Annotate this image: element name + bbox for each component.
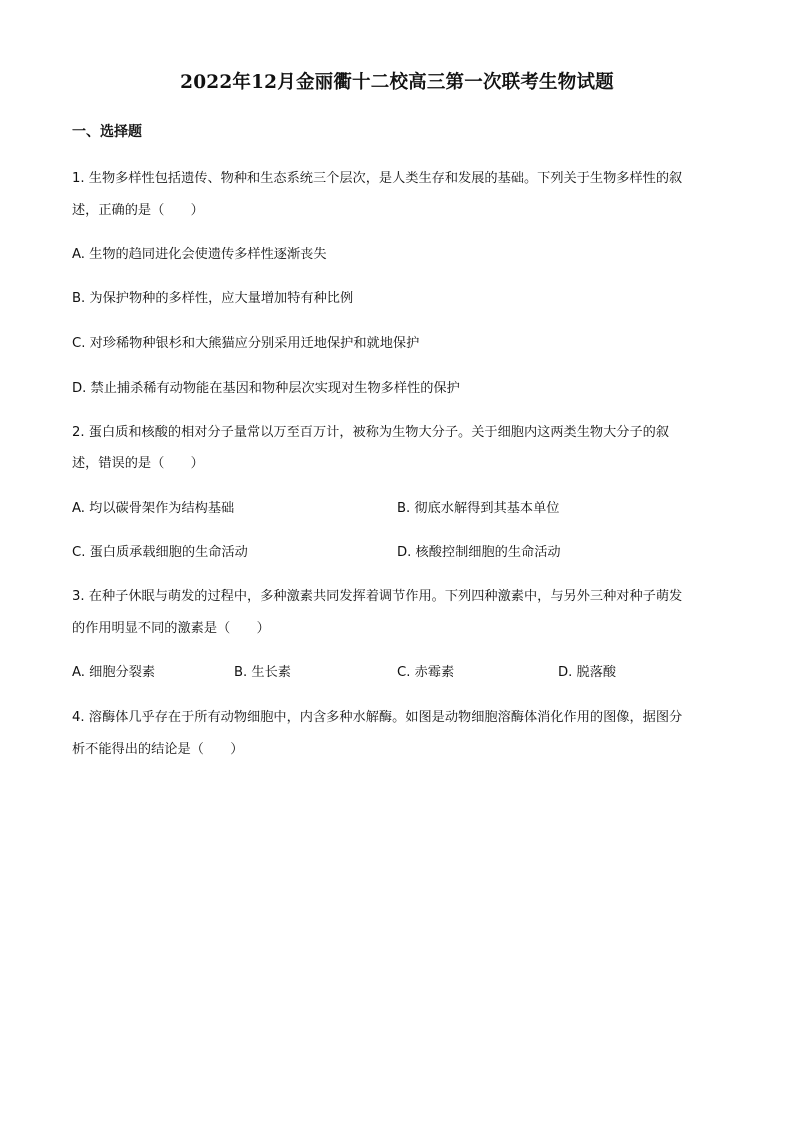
q3-option-d: D. 脱落酸 [558,665,617,680]
q1-option-a: A. 生物的趋同进化会使遗传多样性逐渐丧失 [72,247,327,262]
q3-stem-line-2: 的作用明显不同的激素是（ ） [72,621,270,636]
q4-stem-line-2: 析不能得出的结论是（ ） [72,742,244,757]
q3-option-b: B. 生长素 [234,665,291,680]
q1-option-d: D. 禁止捕杀稀有动物能在基因和物种层次实现对生物多样性的保护 [72,381,460,396]
q2-option-d: D. 核酸控制细胞的生命活动 [397,545,561,560]
section-heading: 一、选择题 [72,124,142,140]
q1-stem-line-2: 述，正确的是（ ） [72,203,204,218]
q3-option-c: C. 赤霉素 [397,665,455,680]
q1-option-b: B. 为保护物种的多样性，应大量增加特有种比例 [72,291,354,306]
q1-stem-line-1: 1. 生物多样性包括遗传、物种和生态系统三个层次，是人类生存和发展的基础。下列关于生物多样性的叙 [72,171,683,186]
page-title: 2022年12月金丽衢十二校高三第一次联考生物试题 [180,72,614,93]
q4-stem-line-1: 4. 溶酶体几乎存在于所有动物细胞中，内含多种水解酶。如图是动物细胞溶酶体消化作用的图像，据图分 [72,710,683,725]
q2-option-c: C. 蛋白质承载细胞的生命活动 [72,545,248,560]
q1-option-c: C. 对珍稀物种银杉和大熊猫应分别采用迁地保护和就地保护 [72,336,420,351]
q2-stem-line-1: 2. 蛋白质和核酸的相对分子量常以万至百万计，被称为生物大分子。关于细胞内这两类生物大分子的叙 [72,425,670,440]
q2-option-b: B. 彻底水解得到其基本单位 [397,501,560,516]
q3-option-a: A. 细胞分裂素 [72,665,156,680]
q2-option-a: A. 均以碳骨架作为结构基础 [72,501,235,516]
q2-stem-line-2: 述，错误的是（ ） [72,456,204,471]
q3-stem-line-1: 3. 在种子休眠与萌发的过程中，多种激素共同发挥着调节作用。下列四种激素中，与另外三种对种子萌发 [72,589,683,604]
